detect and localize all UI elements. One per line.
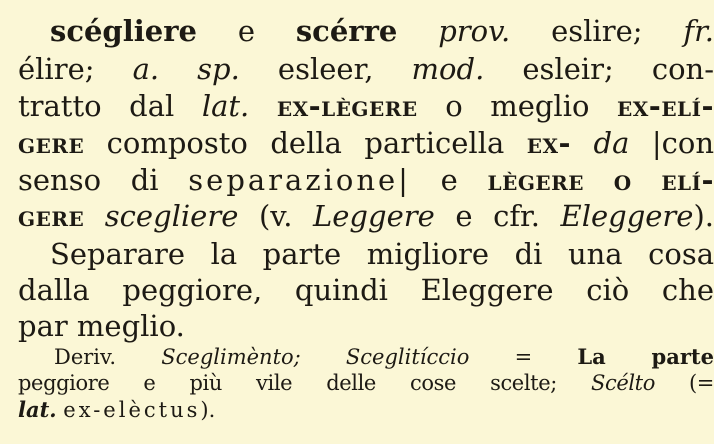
french-form: élire; (18, 52, 95, 86)
etymology-text: e cfr. (455, 199, 540, 233)
derivative-gloss: (= (689, 371, 714, 395)
cross-reference: Eleggere (560, 199, 694, 233)
headword: scégliere (50, 14, 197, 48)
derivative-word: Sceglitíccio (345, 345, 470, 369)
latin-label: lat. (18, 397, 57, 422)
latin-etymon: ex-elí- (617, 89, 714, 123)
hyphenated-word: con- (651, 52, 714, 86)
latin-etymon: elí- (661, 163, 714, 197)
derivatives-label: Deriv. (54, 345, 117, 369)
old-spanish-label: a. sp. (132, 52, 240, 86)
etymology-text: |con (651, 126, 714, 160)
definition-line-1: Separare la parte migliore di una cosa (50, 237, 714, 271)
equals-sign: = (514, 345, 533, 369)
etymology-text: tratto dal (18, 89, 175, 123)
derivative-gloss: peggiore e più vile delle cose scelte; (18, 371, 557, 395)
definition-line-2: dalla peggiore, quindi Eleggere ciò che (18, 273, 714, 307)
french-label: fr. (683, 14, 714, 48)
entry-line-3 (18, 89, 714, 123)
cross-reference: Leggere (313, 199, 435, 233)
derivative-word: Scélto (590, 371, 655, 395)
entry-line-5 (18, 163, 714, 197)
latin-prefix: ex- (526, 126, 572, 160)
derivatives-line-3 (18, 397, 215, 422)
provencal-form: eslire; (551, 14, 643, 48)
latin-etymon: ex-elèctus (63, 398, 201, 422)
etymology-text: (v. (258, 199, 293, 233)
conjunction: e (237, 14, 255, 48)
etymology-text: e (440, 163, 458, 197)
entry-line-6 (18, 199, 714, 233)
etymology-text: o meglio (445, 89, 590, 123)
latin-etymon: gere (18, 126, 85, 160)
entry-line-1 (50, 14, 714, 48)
etymology-text: o (613, 163, 632, 197)
modern-label: mod. (411, 52, 485, 86)
cross-reference: scegliere (104, 199, 239, 233)
old-spanish-form: esleer, (277, 52, 374, 86)
entry-line-4 (18, 126, 714, 160)
headword-variant: scérre (295, 14, 398, 48)
preposition: da (593, 126, 630, 160)
derivatives-line-2 (18, 371, 714, 395)
latin-etymon: lègere (487, 163, 585, 197)
provencal-label: prov. (438, 14, 511, 48)
latin-etymon: ex-lègere (276, 89, 418, 123)
etymology-text: ). (693, 199, 714, 233)
entry-line-2 (18, 52, 714, 86)
derivatives-line-1 (54, 344, 714, 369)
modern-form: esleir; (522, 52, 614, 86)
etymology-text: composto della particella (106, 126, 505, 160)
etymology-text: separazione| (188, 163, 411, 197)
etymology-text: senso di (18, 163, 159, 197)
derivative-word: Sceglimènto; (161, 345, 301, 369)
derivative-gloss: La parte (577, 344, 714, 369)
definition-line-3: par meglio. (18, 309, 185, 343)
derivative-gloss: ). (200, 398, 216, 422)
latin-label: lat. (201, 89, 250, 123)
latin-etymon: gere (18, 199, 85, 233)
